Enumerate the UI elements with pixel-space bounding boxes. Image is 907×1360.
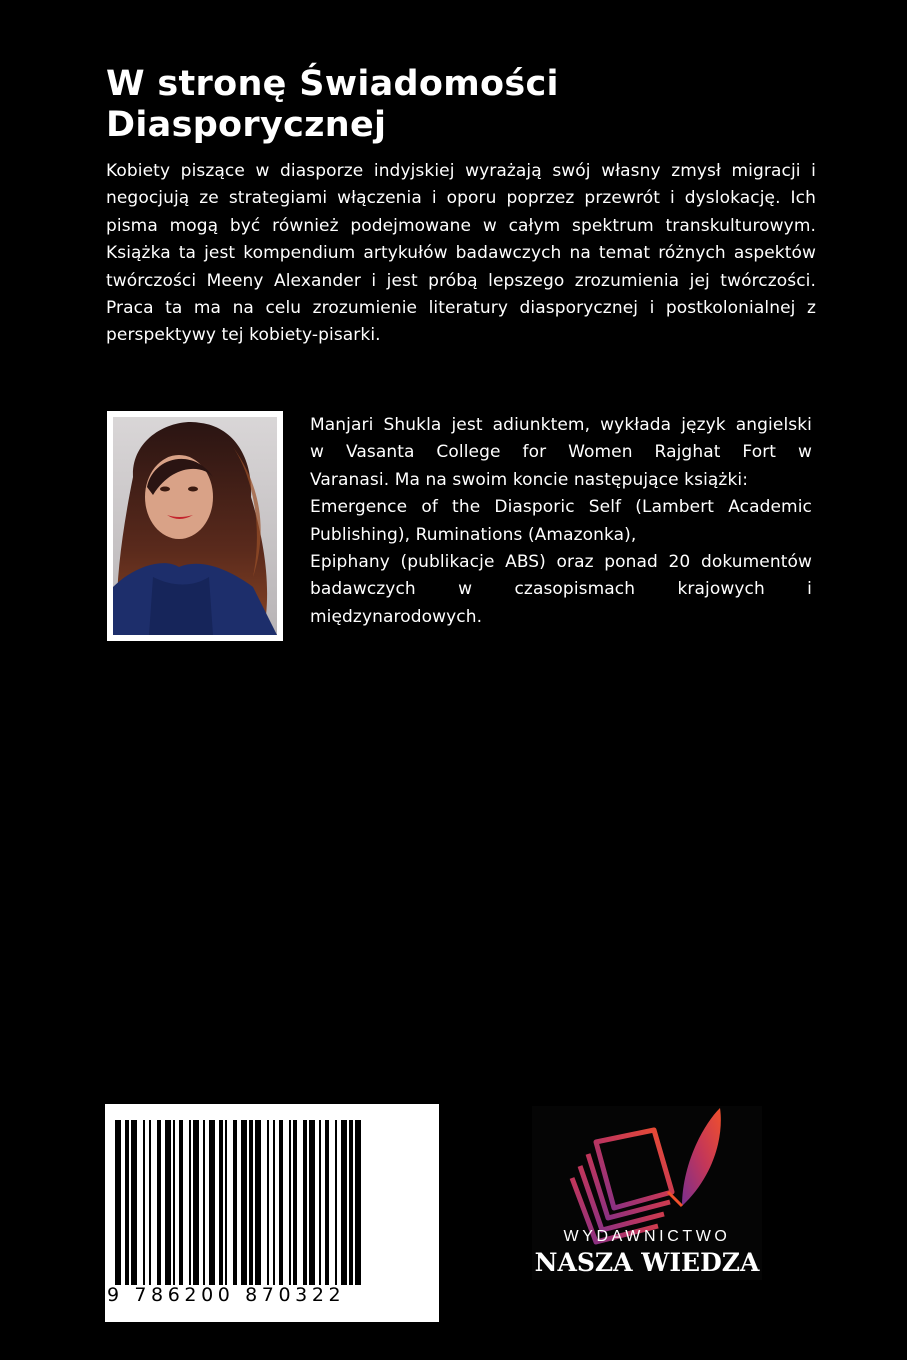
author-bio-line: badawczych w czasopismach krajowych i xyxy=(310,579,812,600)
author-photo xyxy=(107,411,283,641)
author-bio-line: w Vasanta College for Women Rajghat Fort w xyxy=(310,442,812,463)
isbn-digits: 9 786200 870322 xyxy=(107,1284,346,1306)
publisher-brand: NASZA WIEDZA xyxy=(534,1248,760,1277)
author-bio-line: Emergence of the Diasporic Self (Lambert Academic xyxy=(310,497,812,518)
author-bio-line: międzynarodowych. xyxy=(310,606,483,627)
publisher-name: WYDAWNICTWO xyxy=(563,1228,731,1245)
author-bio-line: Publishing), Ruminations (Amazonka), xyxy=(310,524,637,545)
author-bio-line: Manjari Shukla jest adiunktem, wykłada język angielski xyxy=(310,415,812,435)
book-title-line-2: Diasporycznej xyxy=(106,105,387,145)
isbn-barcode xyxy=(105,1104,439,1322)
author-portrait-image xyxy=(113,417,277,635)
author-bio xyxy=(310,412,812,631)
author-bio-line: Varanasi. Ma na swoim koncie następujące książki: xyxy=(310,469,749,490)
author-bio-line: Epiphany (publikacje ABS) oraz ponad 20 dokumentów xyxy=(310,552,812,573)
book-title xyxy=(106,64,806,146)
book-description: Kobiety piszące w diasporze indyjskiej wyrażają swój własny zmysł migracji i negocjują ze strategiami włączenia i oporu poprzez przewrót i dyslokację. Ich pisma mogą być również podejmowane w całym spektrum transkulturowym. Książka ta jest kompendium artykułów badawczych na temat różnych aspektów twórczości Meeny Alexander i jest próbą lepszego zrozumienia jej twórczości. Praca ta ma na celu zrozumienie literatury diasporycznej i postkolonialnej z perspektywy tej kobiety-pisarki. xyxy=(106,161,816,346)
book-title-line-1: W stronę Świadomości xyxy=(106,64,559,104)
